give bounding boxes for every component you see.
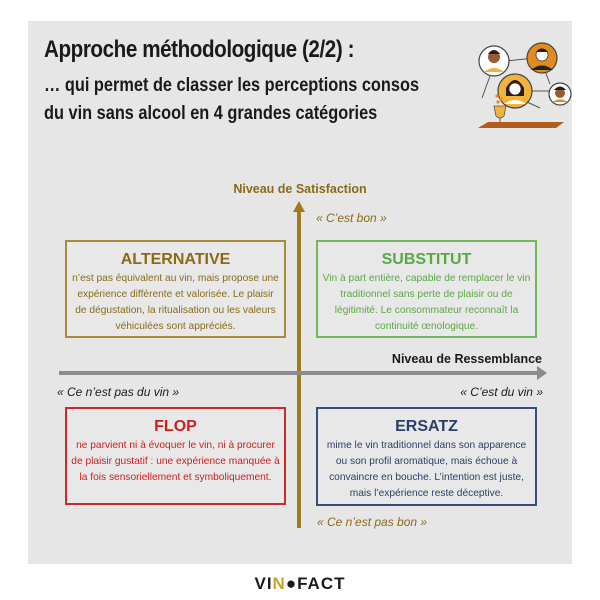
- y-axis-line: [297, 210, 301, 528]
- quadrant-description: n’est pas équivalent au vin, mais propose une expérience différente et valorisée. Le plaisir de dégustation, la ritualisation ou les valeurs véhiculées sont appréciés.: [72, 273, 279, 332]
- x-axis-line: [59, 371, 539, 375]
- x-axis-left-quote: « Ce n’est pas du vin »: [57, 385, 180, 399]
- brand-logo: [0, 574, 600, 594]
- quadrant-title: ERSATZ: [395, 418, 458, 435]
- quadrant-substitut: [316, 240, 537, 338]
- quadrant-description: ne parvient ni à évoquer le vin, ni à procurer de plaisir gustatif : une expérience manquée à la fois sensoriellement et symboliquement.: [71, 440, 280, 483]
- x-axis-right-quote: « C’est du vin »: [460, 385, 543, 399]
- brand-suffix: FACT: [297, 574, 346, 593]
- x-axis-arrowhead-icon: [537, 366, 547, 380]
- quadrant-ersatz: [316, 407, 537, 506]
- consumers-network-wine-glass-icon: [470, 36, 580, 136]
- y-axis-bottom-quote: « Ce n’est pas bon »: [317, 515, 428, 529]
- quadrant-description: mime le vin traditionnel dans son apparence ou son profil aromatique, mais échoue à convaincre en bouche. L’intention est juste, mais l’expérience reste déceptive.: [326, 440, 527, 499]
- x-axis-label: Niveau de Ressemblance: [391, 352, 542, 366]
- quadrant-description: Vin à part entière, capable de remplacer le vin traditionnel sans perte de plaisir ou de légitimité. Le consommateur reconnaît la continuité œnologique.: [322, 273, 531, 332]
- quadrant-flop: [65, 407, 286, 505]
- subtitle-line-2: du vin sans alcool en 4 grandes catégories: [44, 103, 378, 124]
- quadrant-title: FLOP: [154, 418, 197, 435]
- quadrant-alternative: [65, 240, 286, 338]
- page-title: Approche méthodologique (2/2) :: [44, 36, 355, 63]
- quadrant-title: SUBSTITUT: [381, 251, 472, 268]
- brand-accent: N: [272, 574, 286, 593]
- brand-prefix: VI: [254, 574, 273, 593]
- subtitle-line-1: … qui permet de classer les perceptions consos: [44, 75, 420, 96]
- brand-dot-icon: ●: [285, 574, 298, 593]
- y-axis-top-quote: « C’est bon »: [316, 211, 387, 225]
- quadrant-title: ALTERNATIVE: [120, 251, 231, 268]
- page-subtitle: [44, 72, 419, 128]
- y-axis-label: Niveau de Satisfaction: [233, 182, 367, 196]
